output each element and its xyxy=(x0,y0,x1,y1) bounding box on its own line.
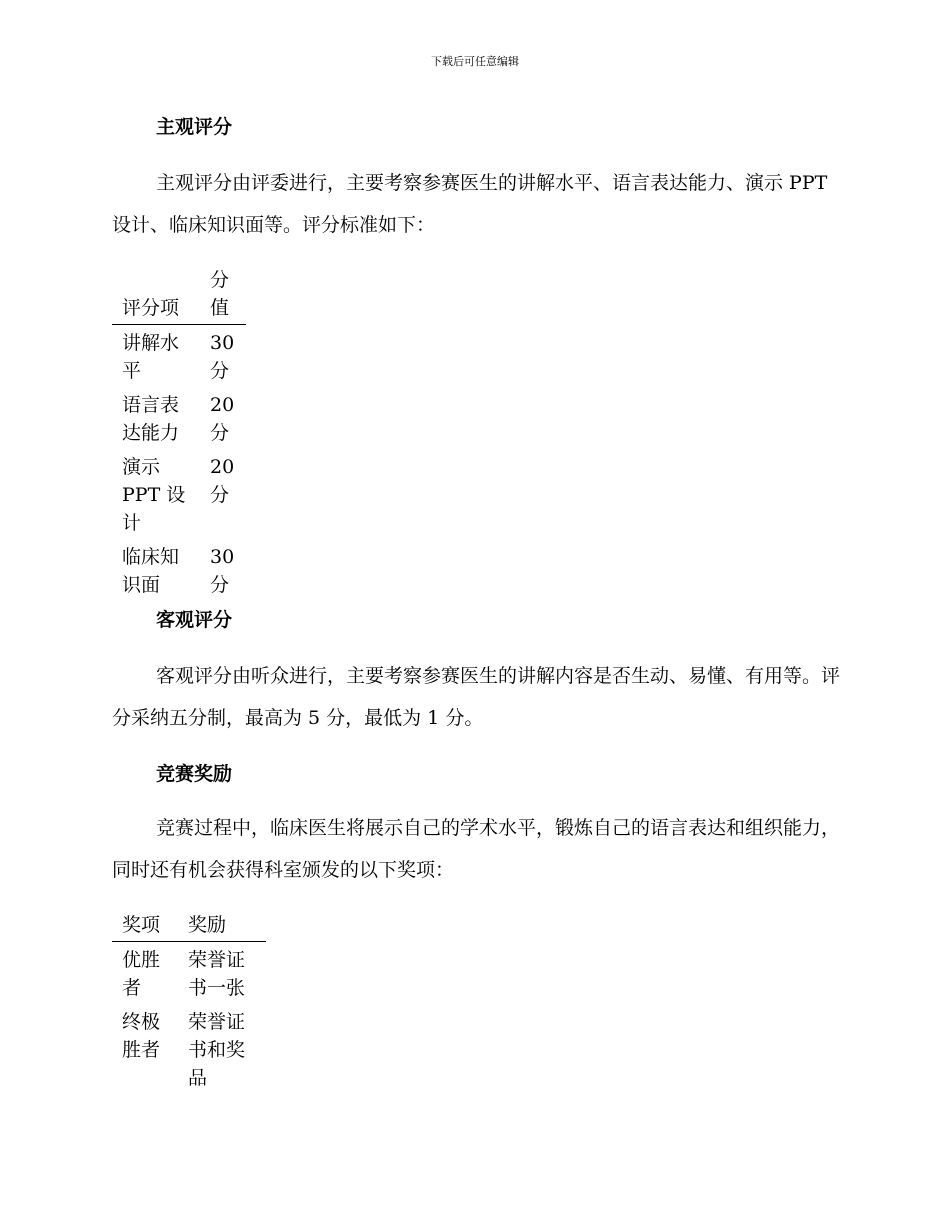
table-row xyxy=(112,387,246,449)
section-heading-objective: 客观评分 xyxy=(156,609,233,631)
table-header-cell: 奖项 xyxy=(112,911,178,942)
table-cell: 演示 PPT 设计 xyxy=(122,456,186,534)
table-header-cell: 分值 xyxy=(200,266,246,325)
table-cell: 临床知识面 xyxy=(122,546,180,596)
award-table xyxy=(112,911,266,1094)
table-row xyxy=(112,325,246,388)
table-header-row xyxy=(112,911,266,942)
table-cell: 讲解水平 xyxy=(122,332,180,382)
section-paragraph-subjective: 主观评分由评委进行，主要考察参赛医生的讲解水平、语言表达能力、演示 PPT 设计、临床知识面等。评分标准如下： xyxy=(112,172,828,236)
table-cell: 30 分 xyxy=(210,332,235,382)
section-paragraph-objective: 客观评分由听众进行，主要考察参赛医生的讲解内容是否生动、易懂、有用等。评分采纳五分制，最高为 5 分，最低为 1 分。 xyxy=(112,665,841,729)
table-row xyxy=(112,449,246,539)
table-cell: 20 分 xyxy=(210,394,235,444)
section-heading-subjective: 主观评分 xyxy=(156,116,233,138)
section-paragraph-awards: 竞赛过程中，临床医生将展示自己的学术水平，锻炼自己的语言表达和组织能力，同时还有机会获得科室颁发的以下奖项： xyxy=(112,817,841,881)
table-header-cell: 奖励 xyxy=(178,911,266,942)
table-cell: 终极胜者 xyxy=(122,1011,161,1061)
table-cell: 语言表达能力 xyxy=(122,394,180,444)
table-row xyxy=(112,942,266,1005)
table-cell: 30 分 xyxy=(210,546,235,596)
table-cell: 优胜者 xyxy=(122,949,161,999)
section-heading-awards: 竞赛奖励 xyxy=(156,763,233,785)
document-body xyxy=(112,110,842,1094)
table-row xyxy=(112,539,246,601)
table-cell: 20 分 xyxy=(210,456,235,506)
table-cell: 荣誉证书一张 xyxy=(188,949,246,999)
table-row xyxy=(112,1004,266,1094)
page-header: 下载后可任意编辑 xyxy=(431,55,519,68)
table-cell: 荣誉证书和奖品 xyxy=(188,1011,246,1089)
table-header-cell: 评分项 xyxy=(112,266,200,325)
score-table xyxy=(112,266,246,601)
table-header-row xyxy=(112,266,246,325)
